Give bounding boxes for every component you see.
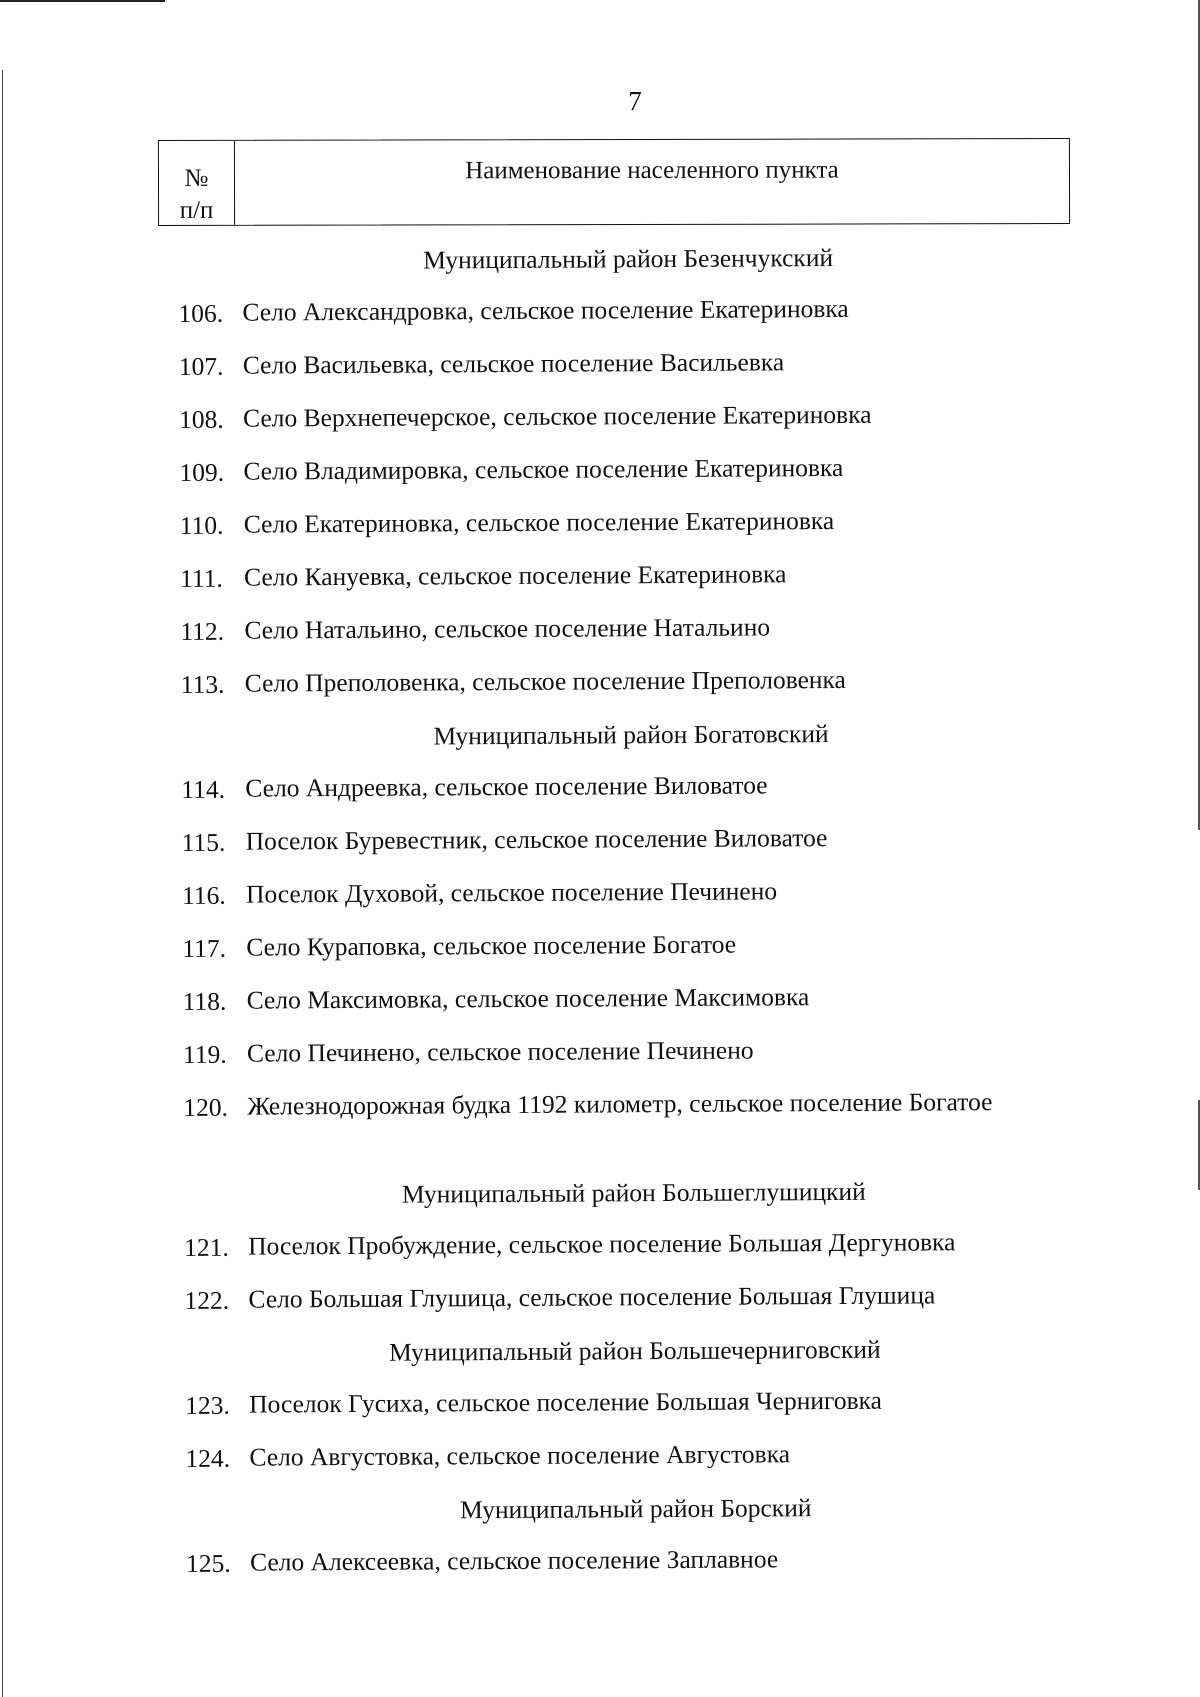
item-name: Село Андреевка, сельское поселение Виловатое bbox=[245, 770, 768, 803]
item-name: Село Печинено, сельское поселение Печинено bbox=[246, 1035, 754, 1068]
list-item bbox=[185, 1374, 1085, 1432]
district-heading: Муниципальный район Большеглушицкий bbox=[401, 1176, 866, 1209]
list-item bbox=[180, 547, 1080, 605]
item-name: Село Васильевка, сельское поселение Васильевка bbox=[242, 347, 785, 380]
item-name: Поселок Буревестник, сельское поселение Виловатое bbox=[245, 823, 828, 856]
list-item bbox=[180, 600, 1080, 658]
item-number: 115. bbox=[181, 827, 226, 857]
item-name: Село Большая Глушица, сельское поселение Большая Глушица bbox=[248, 1280, 936, 1314]
item-number: 116. bbox=[181, 880, 226, 910]
item-name: Село Екатериновка, сельское поселение Екатериновка bbox=[243, 505, 835, 539]
item-name: Село Алексеевка, сельское поселение Заплавное bbox=[250, 1544, 779, 1577]
list-item bbox=[185, 1427, 1085, 1485]
list-item bbox=[179, 388, 1079, 446]
table-header bbox=[158, 138, 1070, 226]
item-number: 122. bbox=[184, 1285, 230, 1315]
item-name: Село Кураповка, сельское поселение Богатое bbox=[246, 929, 737, 962]
item-number: 112. bbox=[180, 616, 225, 646]
item-number: 107. bbox=[178, 351, 224, 381]
item-number: 121. bbox=[184, 1232, 229, 1262]
settlement-list bbox=[178, 231, 1086, 1591]
list-item bbox=[183, 1023, 1083, 1081]
district-heading: Муниципальный район Безенчукский bbox=[423, 242, 834, 275]
list-item bbox=[183, 970, 1083, 1028]
district-heading: Муниципальный район Богатовский bbox=[433, 719, 829, 751]
item-name: Село Преполовенка, сельское поселение Преполовенка bbox=[244, 664, 846, 698]
item-number: 109. bbox=[179, 457, 225, 487]
item-name: Железнодорожная будка 1192 километр, сельское поселение Богатое bbox=[247, 1087, 993, 1121]
item-name: Село Верхнепечерское, сельское поселение Екатериновка bbox=[243, 399, 872, 433]
list-item bbox=[184, 1216, 1084, 1274]
list-item bbox=[181, 758, 1081, 816]
column-header-number-line1: № bbox=[184, 164, 209, 192]
item-number: 113. bbox=[180, 669, 225, 699]
column-header-name: Наименование населенного пункта bbox=[465, 156, 839, 185]
item-number: 118. bbox=[182, 986, 227, 1016]
item-name: Село Августовка, сельское поселение Августовка bbox=[249, 1439, 791, 1472]
list-item bbox=[186, 1532, 1086, 1590]
list-item bbox=[179, 441, 1079, 499]
item-number: 125. bbox=[186, 1548, 231, 1578]
item-name: Поселок Духовой, сельское поселение Печинено bbox=[245, 876, 778, 909]
scan-edge-left bbox=[2, 70, 3, 1697]
item-number: 114. bbox=[181, 774, 226, 804]
list-item bbox=[178, 283, 1078, 341]
item-name: Село Максимовка, сельское поселение Максимовка bbox=[246, 982, 810, 1015]
scan-edge-top bbox=[0, 0, 165, 2]
item-number: 108. bbox=[179, 404, 224, 434]
item-name: Село Александровка, сельское поселение Екатериновка bbox=[242, 293, 849, 327]
list-item bbox=[182, 917, 1082, 975]
item-name: Поселок Пробуждение, сельское поселение Большая Дергуновка bbox=[248, 1227, 956, 1261]
item-number: 120. bbox=[183, 1092, 229, 1122]
item-name: Село Натальино, сельское поселение Натальино bbox=[244, 612, 771, 645]
item-number: 111. bbox=[180, 563, 223, 593]
list-item bbox=[182, 811, 1082, 869]
page-number: 7 bbox=[628, 86, 642, 116]
list-item bbox=[183, 1076, 1084, 1169]
district-heading: Муниципальный район Борский bbox=[460, 1493, 812, 1525]
item-number: 124. bbox=[185, 1443, 231, 1473]
district-heading: Муниципальный район Большечерниговский bbox=[388, 1334, 881, 1367]
list-item bbox=[181, 653, 1081, 711]
item-number: 106. bbox=[178, 298, 224, 328]
column-header-number bbox=[159, 141, 235, 225]
item-number: 123. bbox=[185, 1390, 230, 1420]
item-number: 119. bbox=[182, 1039, 227, 1069]
list-item bbox=[180, 494, 1080, 552]
list-item bbox=[184, 1269, 1084, 1327]
item-number: 117. bbox=[182, 933, 227, 963]
item-number: 110. bbox=[179, 510, 224, 540]
column-header-number-line2: п/п bbox=[179, 196, 214, 224]
item-name: Село Владимировка, сельское поселение Екатериновка bbox=[243, 452, 844, 486]
item-name: Поселок Гусиха, сельское поселение Большая Черниговка bbox=[249, 1385, 882, 1419]
item-name: Село Кануевка, сельское поселение Екатериновка bbox=[243, 559, 787, 592]
list-item bbox=[179, 336, 1079, 394]
list-item bbox=[182, 864, 1082, 922]
